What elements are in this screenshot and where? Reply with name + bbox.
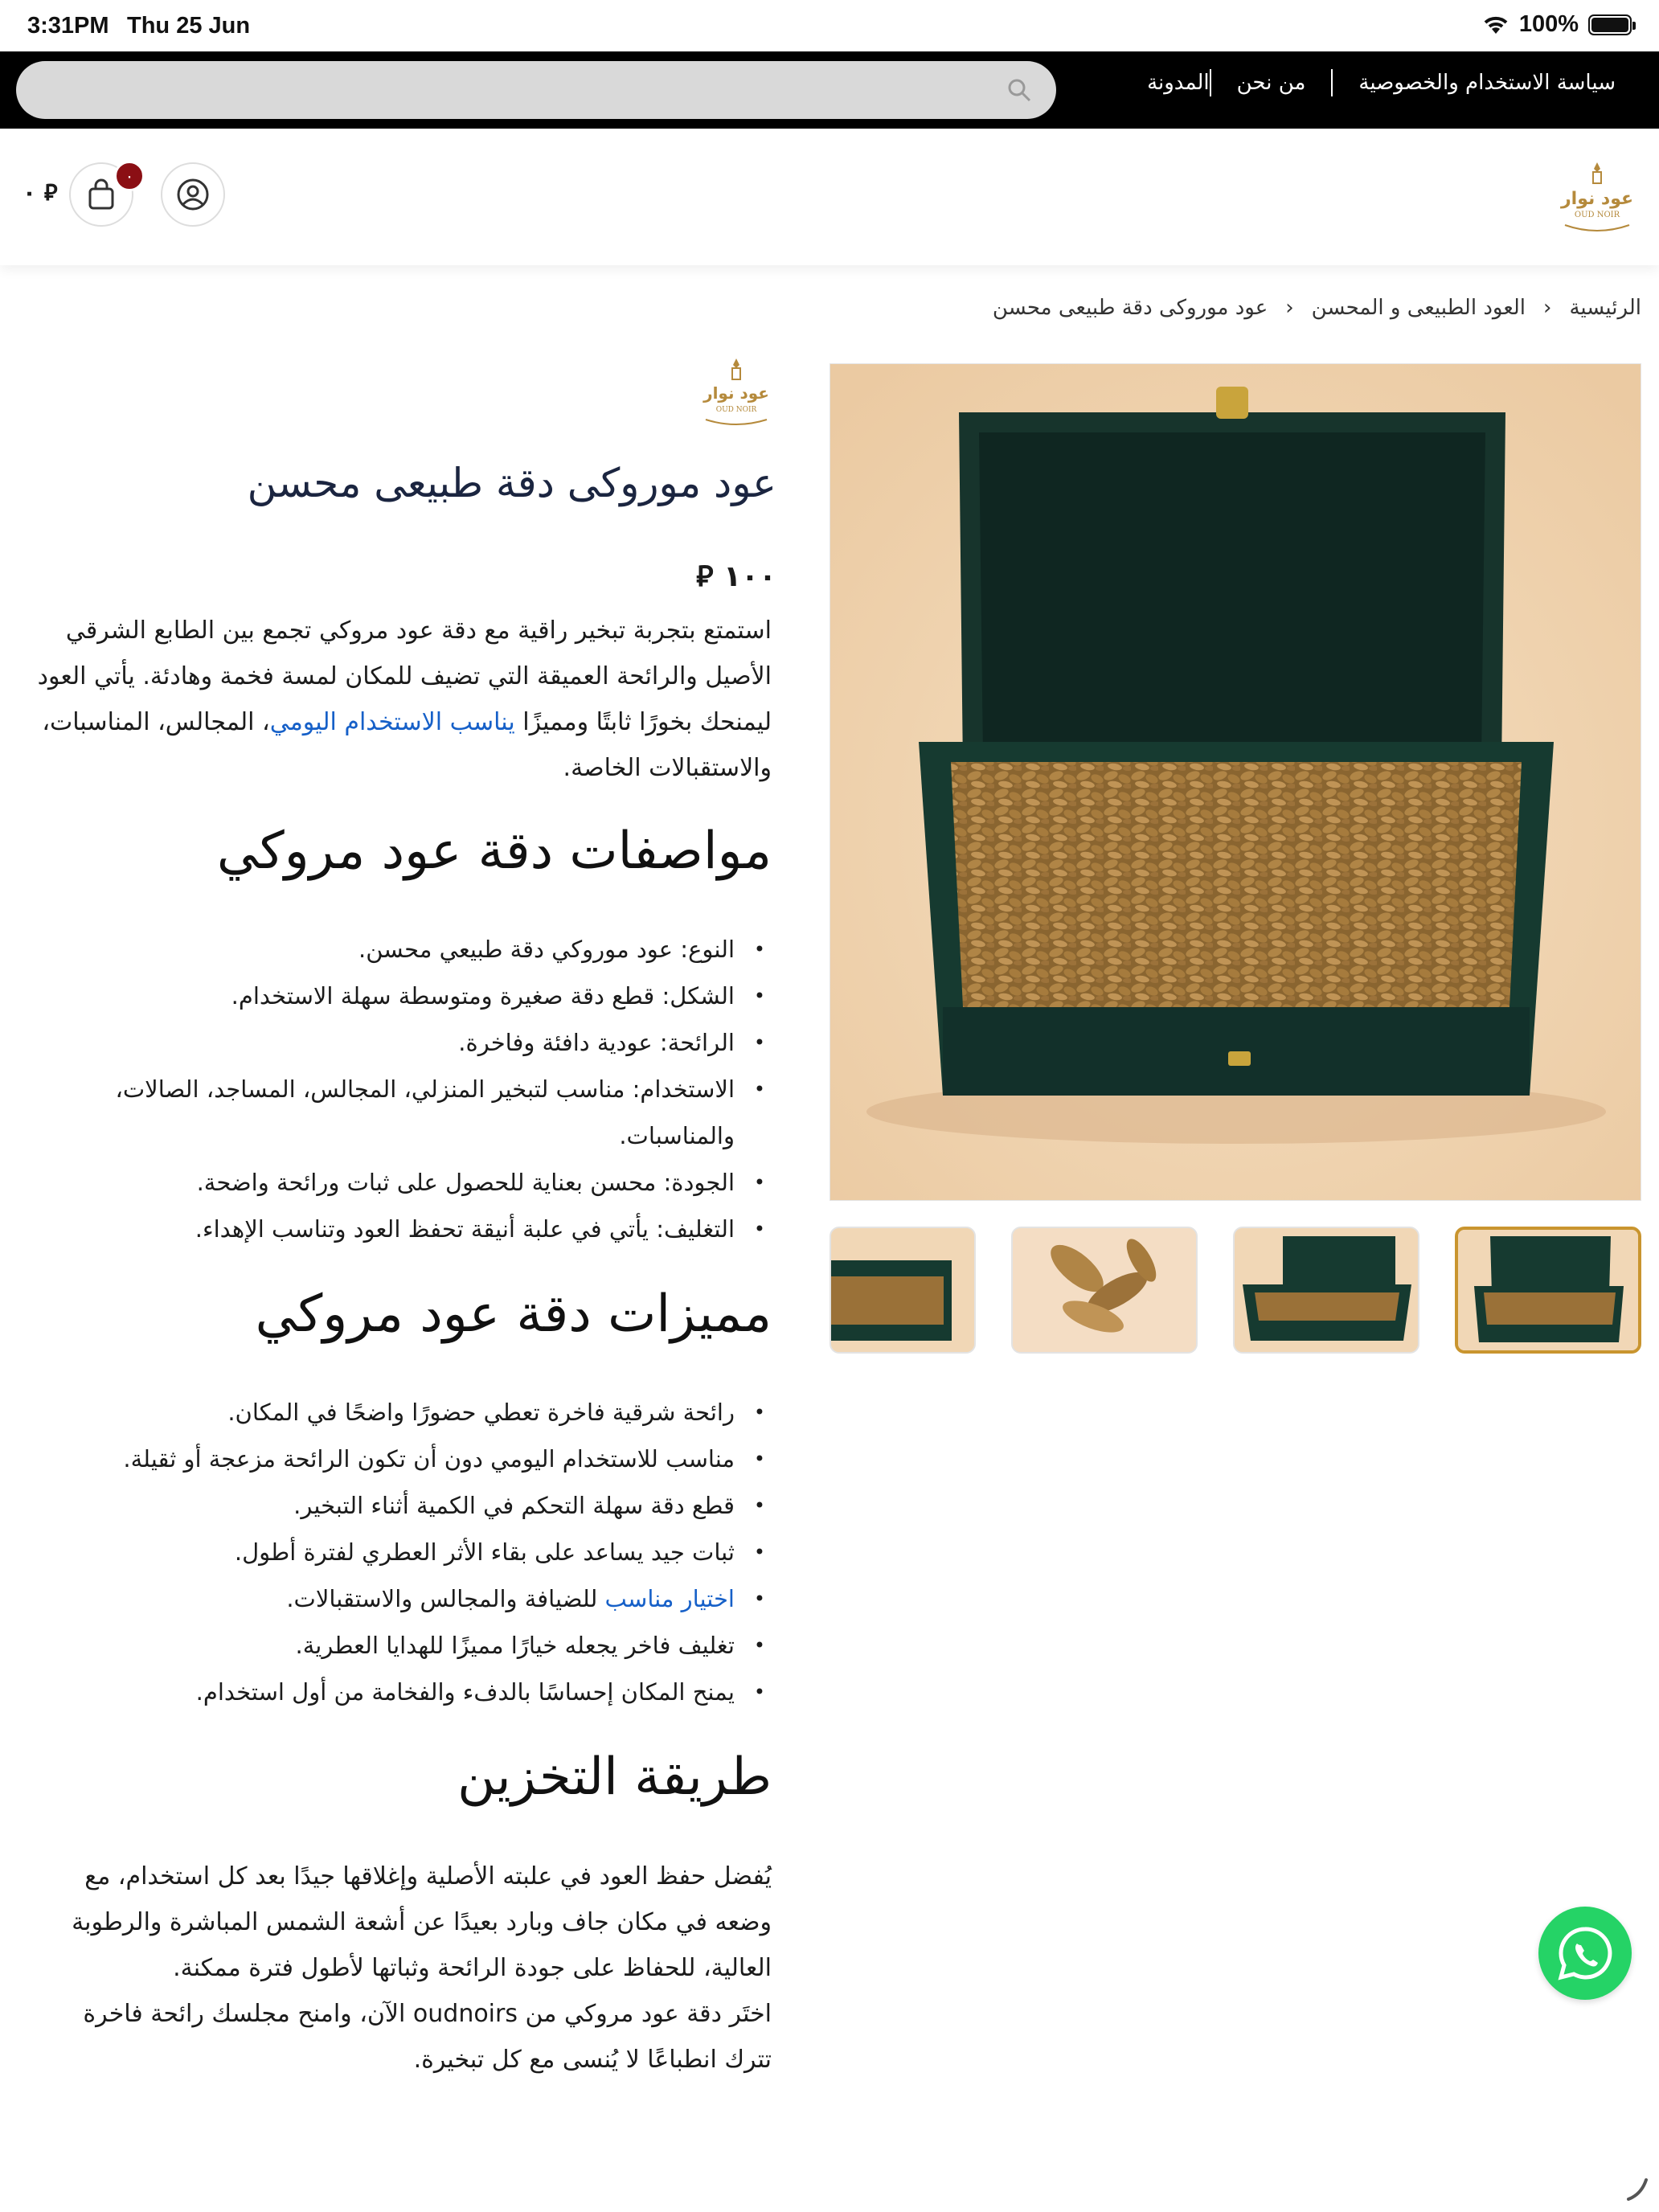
- features-link[interactable]: اختيار مناسب: [604, 1585, 735, 1612]
- top-links: [1121, 69, 1641, 96]
- product-thumbnails: [830, 1227, 1641, 1355]
- breadcrumb-category[interactable]: العود الطبيعى و المحسن: [1311, 296, 1526, 320]
- account-button[interactable]: [161, 162, 225, 227]
- chevron-left-icon: ‹: [1285, 296, 1294, 320]
- features-list: [32, 1389, 772, 1715]
- breadcrumb: [993, 296, 1641, 320]
- breadcrumb-current: عود موروكى دقة طبيعى محسن: [992, 296, 1268, 320]
- site-header: [0, 129, 1659, 265]
- product-price: ١٠٠ ⃁: [696, 560, 776, 593]
- product-thumbnail[interactable]: [1011, 1227, 1198, 1354]
- top-link-blog[interactable]: المدونة: [1147, 71, 1210, 95]
- chevron-left-icon: ‹: [1543, 296, 1552, 320]
- specs-heading: مواصفات دقة عود مروكي: [216, 821, 772, 881]
- product-main-image[interactable]: [830, 363, 1641, 1201]
- cart-total: ٠ ⃁: [23, 179, 58, 206]
- list-item: • الشكل: قطع دقة صغيرة ومتوسطة سهلة الاستخدام.: [32, 973, 772, 1019]
- whatsapp-button[interactable]: [1538, 1907, 1632, 2000]
- svg-text:OUD NOIR: OUD NOIR: [715, 406, 757, 414]
- list-item: • يمنح المكان إحساسًا بالدفء والفخامة من أول استخدام.: [32, 1669, 772, 1715]
- svg-text:عود نوار: عود نوار: [703, 383, 769, 403]
- divider: [1210, 69, 1211, 96]
- list-item: • الرائحة: عودية دافئة وفاخرة.: [32, 1019, 772, 1066]
- specs-list: [32, 926, 772, 1252]
- storage-paragraph: يُفضل حفظ العود في علبته الأصلية وإغلاقها جيدًا بعد كل استخدام، مع وضعه في مكان جاف وبارد بعيدًا عن أشعة الشمس المباشرة والرطوبة العالية، للحفاظ على جودة الرائحة وثباتها لأطول فترة ممكنة.: [72, 1862, 772, 1982]
- battery-percent: 100%: [1518, 11, 1579, 37]
- list-item: • تغليف فاخر يجعله خيارًا مميزًا للهدايا العطرية.: [32, 1622, 772, 1669]
- product-thumbnail[interactable]: [830, 1227, 976, 1354]
- description-text-end: ، المجالس، المناسبات، والاستقبالات الخاصة.: [42, 708, 772, 782]
- status-date: Thu 25 Jun: [127, 13, 251, 39]
- product-title: عود موروكى دقة طبيعى محسن: [247, 460, 776, 506]
- top-link-about[interactable]: من نحن: [1236, 71, 1306, 95]
- user-icon: [176, 178, 210, 211]
- product-box-illustration: [830, 364, 1641, 1201]
- cart-count-badge: ٠: [114, 161, 145, 191]
- list-item: • مناسب للاستخدام اليومي دون أن تكون الرائحة مزعجة أو ثقيلة.: [32, 1436, 772, 1482]
- wifi-icon: [1482, 14, 1509, 35]
- status-time: 3:31PM: [27, 13, 109, 39]
- breadcrumb-home[interactable]: الرئيسية: [1569, 296, 1641, 320]
- product-thumbnail-active[interactable]: [1455, 1227, 1641, 1354]
- product-thumbnail[interactable]: [1233, 1227, 1419, 1354]
- list-item: • التغليف: يأتي في علبة أنيقة تحفظ العود وتناسب الإهداء.: [32, 1206, 772, 1252]
- ios-status-bar: [0, 0, 1659, 51]
- brand-logo[interactable]: [696, 354, 776, 434]
- features-heading: مميزات دقة عود مروكي: [255, 1284, 772, 1344]
- resize-handle-icon: [1625, 2177, 1649, 2201]
- oud-noir-logo[interactable]: [1553, 158, 1641, 238]
- battery-icon: [1588, 14, 1632, 35]
- storage-heading: طريقة التخزين: [457, 1747, 772, 1807]
- top-nav-bar: [0, 51, 1659, 129]
- list-item: • رائحة شرقية فاخرة تعطي حضورًا واضحًا في المكان.: [32, 1389, 772, 1436]
- whatsapp-icon: [1556, 1924, 1614, 1982]
- list-item: • النوع: عود موروكي دقة طبيعي محسن.: [32, 926, 772, 973]
- list-item: • الجودة: محسن بعناية للحصول على ثبات ورائحة واضحة.: [32, 1159, 772, 1206]
- list-item: • ثبات جيد يساعد على بقاء الأثر العطري لفترة أطول.: [32, 1529, 772, 1575]
- bag-icon: [85, 178, 117, 211]
- top-link-privacy[interactable]: سياسة الاستخدام والخصوصية: [1358, 71, 1616, 95]
- list-item: [32, 1575, 772, 1622]
- description-text: استمتع بتجربة تبخير راقية مع دقة عود مروكي تجمع بين الطابع الشرقي الأصيل والرائحة العميقة التي تضيف للمكان لمسة فخمة وهادئة. يأتي العود ليمنحك بخورًا ثابتًا ومميزًا: [37, 616, 772, 736]
- search-icon[interactable]: [1006, 77, 1032, 103]
- search-input[interactable]: [16, 61, 1056, 119]
- features-link-rest: للضيافة والمجالس والاستقبالات.: [286, 1585, 598, 1612]
- cta-paragraph: اختَر دقة عود مروكي من oudnoirs الآن، وامنح مجلسك رائحة فاخرة تترك انطباعًا لا يُنسى مع كل تبخيرة.: [83, 2000, 772, 2074]
- list-item: • قطع دقة سهلة التحكم في الكمية أثناء التبخير.: [32, 1482, 772, 1529]
- list-item: • الاستخدام: مناسب لتبخير المنزلي، المجالس، المساجد، الصالات، والمناسبات.: [32, 1066, 772, 1159]
- svg-text:OUD NOIR: OUD NOIR: [1574, 211, 1620, 219]
- description-link[interactable]: يناسب الاستخدام اليومي: [269, 708, 515, 736]
- divider: [1331, 69, 1333, 96]
- svg-text:عود نوار: عود نوار: [1560, 189, 1634, 209]
- status-right: [1482, 11, 1632, 38]
- product-description: [32, 608, 772, 791]
